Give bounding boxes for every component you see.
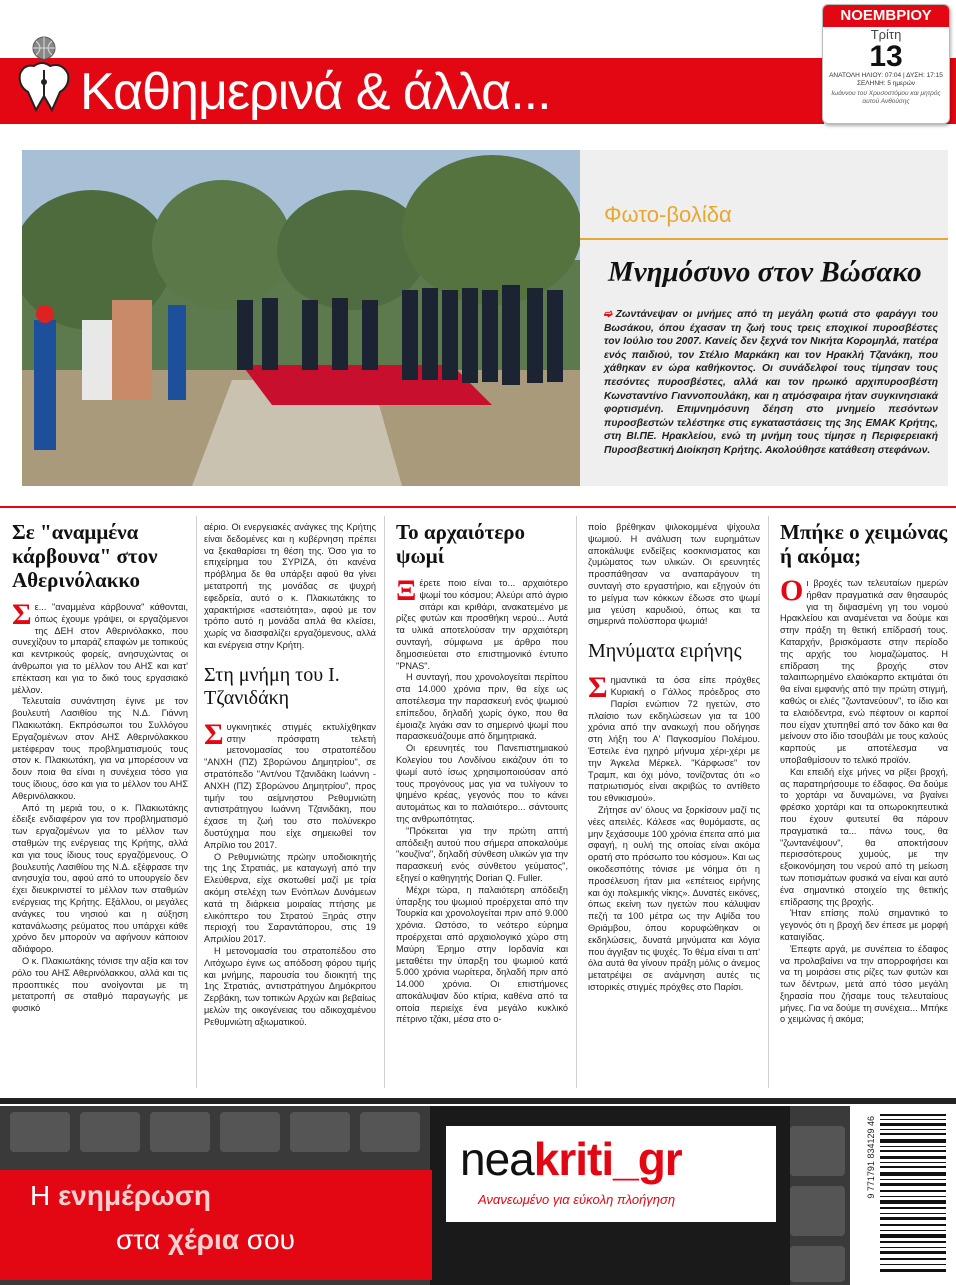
article-paragraph: Ζήτησε αν' όλους να ξορκίσουν μαζί τις νέες απειλές. Κάλεσε «ας θυμόμαστε, ας μην ξεχάσουμε 100 χρόνια έπειτα από μια σφαγή, η ουλή της οποίας είναι ακόμα ορατή στο πρόσωπο του κόσμου». Και ως οικοδεσπότης τόνισε με νόημα ότι η προσέλευση ήταν μια «επέτειος ειρήνης και όχι πολεμικής νίκης». Δυνατές εικόνες, όπως εκείνη των ηγετών που κάλυψαν πεζή τα 100 μέτρα ως την Αψίδα του Θριάμβου, όπου κορυφώθηκαν οι εκδηλώσεις, δυνατά μηνύματα και λόγια που άγγιξαν τις ψυχές. Το θέμα είναι τι απ' όλα αυτά θα γίνουν πράξη μόλις ο άνεμος μετατρέψει σε ανάμνηση αυτές τις ιστορικές στιγμές πρόχθες στο Παρίσι. [588,804,760,992]
article-paragraph: Έπεφτε αργά, με συνέπεια το έδαφος να προλαβαίνει να την απορροφήσει και να τη μοιράσει στις ρίζες των φυτών και των δέντρων, μετά από τόσο μεγάλη ξηρασία που ζήσαμε τους τελευταίους μήνες. Για να δούμε τη συνέχεια... Μπήκε ο χειμώνας ή ακόμα; [780,943,948,1025]
bottom-divider [0,1098,956,1104]
date-sun-times: ΑΝΑΤΟΛΗ ΗΛΙΟΥ: 07:04 | ΔΥΣΗ: 17:15 [829,72,943,79]
dropcap: Σ [12,598,32,631]
article-paragraph: "Πρόκειται για την πρώτη απτή απόδειξη αυτού που σήμερα αποκαλούμε "κουζίνα", δηλαδή σύνθεση υλικών για την παρασκευή ενός σύνθετου γεύματος", εξηγεί ο καθηγητής Dorian Q. Fuller. [396,825,568,883]
article-title: Μπήκε ο χειμώνας ή ακόμα; [780,520,948,568]
globe-pen-logo-icon [14,34,76,114]
feature-body [604,308,938,458]
date-saints: Ιωάννου του Χρυσοστόμου και μητρός αυτού Ανθούσης [831,90,941,105]
article-subtitle: Στη μνήμη του Ι. Τζανιδάκη [204,663,340,709]
article-peace-messages [588,522,760,994]
column-separator [768,516,769,1088]
neakriti-logo: neakriti_gr [460,1133,682,1185]
dropcap: Σ [204,717,224,751]
date-moon: ΣΕΛΗΝΗ: 5 ημερών [856,80,916,87]
article-paragraph: Ο κ. Πλακιωτάκης τόνισε την αξία και τον ρόλο του ΑΗΣ Αθερινόλακκου, αλλά και τις προοπτικές που ανοίγονται με τη μετατροπή σε σταθμό παραγωγής με φυσικό [12,955,188,1014]
feature-kicker: Φωτο-βολίδα [604,202,732,227]
masthead [0,0,956,128]
article-paragraph: Σημαντικά τα όσα είπε πρόχθες Κυριακή ο Γάλλος πρόεδρος στο Παρίσι ενώπιον 72 ηγετών, στο πλαίσιο των εκδηλώσεων για τα 100 χρόνια από την ανακωχή που οδήγησε στη λήξη του Α' Παγκοσμίου Πολέμου. Έστειλε ένα ηχηρό μήνυμα χέρι-χέρι με την Άγκελα Μέρκελ. "Κάρφωσε" τον Τραμπ, και όχι μόνο, τονίζοντας ότι «ο πατριωτισμός είναι ακριβώς το αντίθετο του εθνικισμού». [588,671,760,804]
column-separator [196,516,197,1088]
article-paragraph: Ήταν επίσης πολύ σημαντικό το γεγονός ότι η βροχή δεν έπεσε με μορφή καταιγίδας. [780,908,948,942]
article-paragraph: Η συνταγή, που χρονολογείται περίπου στα 14.000 χρόνια πριν, θα είχε ως αποτέλεσμα την παρασκευή ενός ψωμιού επίπεδου, δηλαδή χωρίς όγκο, που θα έμοιαζε λιγάκι σαν το σημερινό ψωμί που παρασκευάζουμε από δημητριακά. [396,672,568,742]
masthead-title: Καθημερινά & άλλα... [80,63,551,121]
feature-divider [580,238,948,240]
article-winter [780,520,948,1026]
memorial-ceremony-photo [22,150,580,486]
date-day-number: 13 [869,40,903,73]
ad-slogan-line1: Η ενημέρωση [30,1180,211,1211]
article-oldest-bread [396,520,568,1026]
article-paragraph: Και επειδή είχε μήνες να ρίξει βροχή, ας παρατηρήσουμε το έδαφος. Θα δούμε το χορτάρι να δυναμώνει, να βγαίνει φρέσκο χορτάρι και τα οπωροκηπευτικά που έχουν φυτευτεί θα πάρουν πραγματικά τα... πάνω τους, θα "ζωντανέψουν", θα αποκτήσουν περισσότερους χυμούς, με την εξοικονόμηση του νερού από τη μείωση των ποτισμάτων φυσικά να είναι και αυτό ένα σημαντικό στοιχείο της θετικής επίδρασης της βροχής. [780,766,948,907]
article-paragraph: Μέχρι τώρα, η παλαιότερη απόδειξη ύπαρξης του ψωμιού προέρχεται από την Τουρκία και χρονολογείται πριν από 9.000 χρόνια. Ωστόσο, το νεότερο εύρημα προέρχεται από αρχαιολογικό χώρο στη Μαύρη Έρημο στην Ιορδανία και μεταθέτει την ύπαρξη του ψωμιού κατά 5.000 χρόνια νωρίτερα, δηλαδή πριν από 14.000 χρόνια. Οι επιστήμονες αποκάλυψαν δύο κτίρια, καθένα από τα οποία περιείχε ένα μεγάλο κυκλικό πέτρινο τζάκι, μέσα στο ο- [396,884,568,1025]
column-separator [576,516,577,1088]
article-paragraph: ποίο βρέθηκαν ψιλοκομμένα ψίχουλα ψωμιού. Η ανάλυση των ευρημάτων αποκάλυψε ενδείξεις κοσκινισματος και ζυμώματος των υλικών. Οι ερευνητές προσπάθησαν να αναπαράγουν τη συνταγή στο εργαστήριο, και εξηγούν ότι το μείγμα των κόκκων έδωσε στο ψωμί μια γεύση καρυδιού, όπως και τα σημερινά πολύσπορα ψωμιά! [588,522,760,627]
dropcap: Ξ [396,574,417,607]
section-divider [0,506,956,508]
neakriti-advertisement [0,1106,956,1285]
article-paragraph: Η μετονομασία του στρατοπέδου στο Λιτόχωρο έγινε ως απόδοση φόρου τιμής και μνήμης, παρουσία του διοικητή της 1ης Στρατιάς, αντιστράτηγου Δημόκριτου Ζερβάκη, των τοπικών Αρχών και βεβαίως μελών της οικογένειας του αδικοχαμένου Ρεθυμνιώτη αξιωματικού. [204,945,376,1027]
ad-tagline: Ανανεωμένο για εύκολη πλοήγηση [478,1192,676,1207]
article-paragraph: Οι ερευνητές του Πανεπιστημιακού Κολεγίου του Λονδίνου εικάζουν ότι το ψωμί αυτό ίσως χρησιμοποιούσαν από τους προγόνους μας για να τυλίγουν το ψημένο κρέας, γεγονός που το κάνει αυτομάτως και το παλαιότερο... σάντουιτς της ανθρωπότητας. [396,743,568,824]
dropcap: Σ [588,671,608,705]
date-month: ΝΟΕΜΒΡΙΟΥ [823,5,949,27]
article-paragraph: Ο Ρεθυμνιώτης πρώην υποδιοικητής της 1ης Στρατιάς, με καταγωγή από την Ελεύθερνα, είχε σκοτωθεί μαζί με τρία ακόμη στελέχη των Ενόπλων Δυνάμεων κατά τη διάρκεια μοιραίας πτήσης με ελικόπτερο του Στρατού Ξηράς στην περιοχή του Σαραντάπορου, στις 19 Απριλίου 2017. [204,851,376,945]
article-paragraph: Συγκινητικές στιγμές εκτυλίχθηκαν στην πρόσφατη τελετή μετονομασίας του στρατοπέδου "ΑΝΧΗ (ΠΖ) Σβορώνου Δημητρίου", σε στρατόπεδο "Αντ/νου Τζανιδάκη Ιωάννη - ΑΝΧΗ (ΠΖ) Σβορώνου Δημητρίου", προς τιμήν του αείμνηστου Ρεθυμνιώτη αντιστράτηγου Ιωάννη Τζανιδάκη, που έχασε τη ζωή του στο πολύνεκρο δυστύχημα που είχε σημειωθεί τον Απρίλιο του 2017. [204,717,376,850]
feature-body-text: Ζωντάνεψαν οι μνήμες από τη μεγάλη φωτιά στο φαράγγι του Βωσάκου, όπου έχασαν τη ζωή τους τρεις εποχικοί πυροσβέστες τον Ιούλιο του 2007. Κανείς δεν ξεχνά τον Νικήτα Κορομηλά, πατέρα ενός παιδιού, τον Στέλιο Μαρκάκη και τον Ηρακλή Τζανάκη, που χάθηκαν εν ώρα καθήκοντος. Οι συνάδελφοί τους τίμησαν τους πεσόντες πυροσβέστες, αλλά και τον ηρωικό αρχιπυροσβέστη Κωνσταντίνο Γιαννοπουλάκη, και η ατμόσφαιρα ήταν συγκινησιακά φορτισμένη. Επιμνημόσυνη δέηση στο μνημείο πεσόντων πυροσβεστών τελέστηκε στις εγκαταστάσεις της 3ης ΕΜΑΚ Κρήτης, στη ΒΙ.ΠΕ. Ηρακλείου, ενώ τη μνήμη τους τίμησε η Περιφερειακή Πυροσβεστική Διοίκηση Κρήτης. Ακολούθησε κατάθεση στεφάνων. [604,309,938,456]
article-paragraph: Σε... "αναμμένα κάρβουνα" κάθονται, όπως έχουμε γράψει, οι εργαζόμενοι της ΔΕΗ στον Αθερινόλακκο, που συνεχίζουν το μπαράζ επαφών με τοπικούς και κεντρικούς φορείς, ανησυχώντας οι άνθρωποι για το μέλλον του ΑΗΣ και κατ' επέκταση και για το δικό τους εργασιακό μέλλον. [12,598,188,695]
article-paragraph: αέριο. Οι ενεργειακές ανάγκες της Κρήτης είναι δεδομένες και η κυβέρνηση πρέπει να ξεκαθαρίσει τη θέση της. Όσο για το επιχείρημα του ΣΥΡΙΖΑ, ότι κανένα πρόβλημα δε θα υπάρξει αφού θα γίνει μετατροπή της μονάδας σε ψυχρή εφεδρεία, αυτό ο κ. Πλακιωτάκης το χαρακτήρισε «αστειότητα», αφού με τον τρόπο αυτό η μονάδα απλά θα κλείσει, χωρίς να διασφαλίζει εργαζόμενους, αλλά και ενέργεια στην Κρήτη. [204,522,376,650]
article-athérinolakkos [12,520,188,1015]
article-paragraph: Τελευταία συνάντηση έγινε με τον βουλευτή Λασιθίου της Ν.Δ. Γιάννη Πλακιωτάκη. Εκπρόσωποι του Συλλόγου Εργαζομένων στον ΑΗΣ Αθερινόλακκου μετέφεραν τους προβληματισμούς τους στον κ. Πλακιωτάκη, για να μπορέσουν να δουν ποια θα είναι η συνέχεια τόσο για τους ίδιους, όσο και για το μέλλον του ΑΗΣ Αθερινόλακκου. [12,696,188,801]
neakriti-logo-box [446,1126,776,1222]
feature-text-panel [580,150,948,486]
photo-feature [22,150,948,486]
feature-headline: Μνημόσυνο στον Βώσακο [608,256,922,288]
article-paragraph: Από τη μεριά του, ο κ. Πλακιωτάκης έδειξε ενδιαφέρον για τον προβληματισμό των εργαζομένων για το μέλλον των σταθμών της ενέργειας της Κρήτης, αλλά και για τους ίδιους τους εργαζόμενους. Ο βουλευτής Λασιθίου της Ν.Δ. εξέφρασε την ανησυχία του, αφού από το υπουργείο δεν έχει διευκρινιστεί το μέλλον των σταθμών ενέργειας της Κρήτης. Εξάλλου, οι μεγάλες ανάγκες του νησιού και η αύξηση κατανάλωσης ρεύματος που υπάρχει κάθε χρόνο δεν μπορούν να αφήνουν κάποιον αδιάφορο. [12,802,188,955]
column-separator [384,516,385,1088]
article-continuation-tzanidakis [204,522,376,1028]
article-paragraph: Οι βροχές των τελευταίων ημερών ήρθαν πραγματικά σαν θησαυρός για τη διψασμένη γη του νομού Ηρακλείου και αναμένεται να δούμε και στην πράξη τη θετική επίδρασή τους. Καταρχήν, βρισκόμαστε στην περίοδο της αρχής του λιομαζώματος. Η επίδραση της βροχής στον ταλαιπωρημένο ελαιόκαρπο εκτιμάται ότι θα είναι εμφανής από την πρώτη στιγμή, καθώς οι ελιές "ζωντανεύουν", το ίδιο και τα ελαιόδεντρα, ενώ πέφτουν οι καρποί που είχαν χτυπηθεί από τον δάκο και θα μείνουν στο ίδιο τσουβάλι με τους καλούς καρπούς με αποτέλεσμα να υποβαθμίσουν το τελικό προϊόν. [780,574,948,765]
ad-slogan-line2: στα χέρια σου [116,1224,295,1255]
date-box [822,4,950,124]
date-weekday: Τρίτη [870,27,902,42]
dropcap: Ο [780,574,804,607]
barcode-number: 9 771791 834129 46 [866,1116,876,1199]
article-subtitle: Μηνύματα ειρήνης [588,640,742,663]
article-title: Το αρχαιότερο ψωμί [396,520,526,568]
arrow-icon: ➫ [604,309,613,320]
article-title: Σε "αναμμένα κάρβουνα" στον Αθερινόλακκο [12,520,158,592]
article-paragraph: Ξέρετε ποιο είναι το... αρχαιότερο ψωμί του κόσμου; Αλεύρι από άγριο σιτάρι και κριθάρι, ανακατεμένο με ρίζες φυτών και προσθήκη νερού... Αυτά τα υλικά αποτελούσαν την αρχαιότερη συνταγή, σύμφωνα με άρθρο που δημοσιεύεται στο επιστημονικό έντυπο "PNAS". [396,574,568,671]
